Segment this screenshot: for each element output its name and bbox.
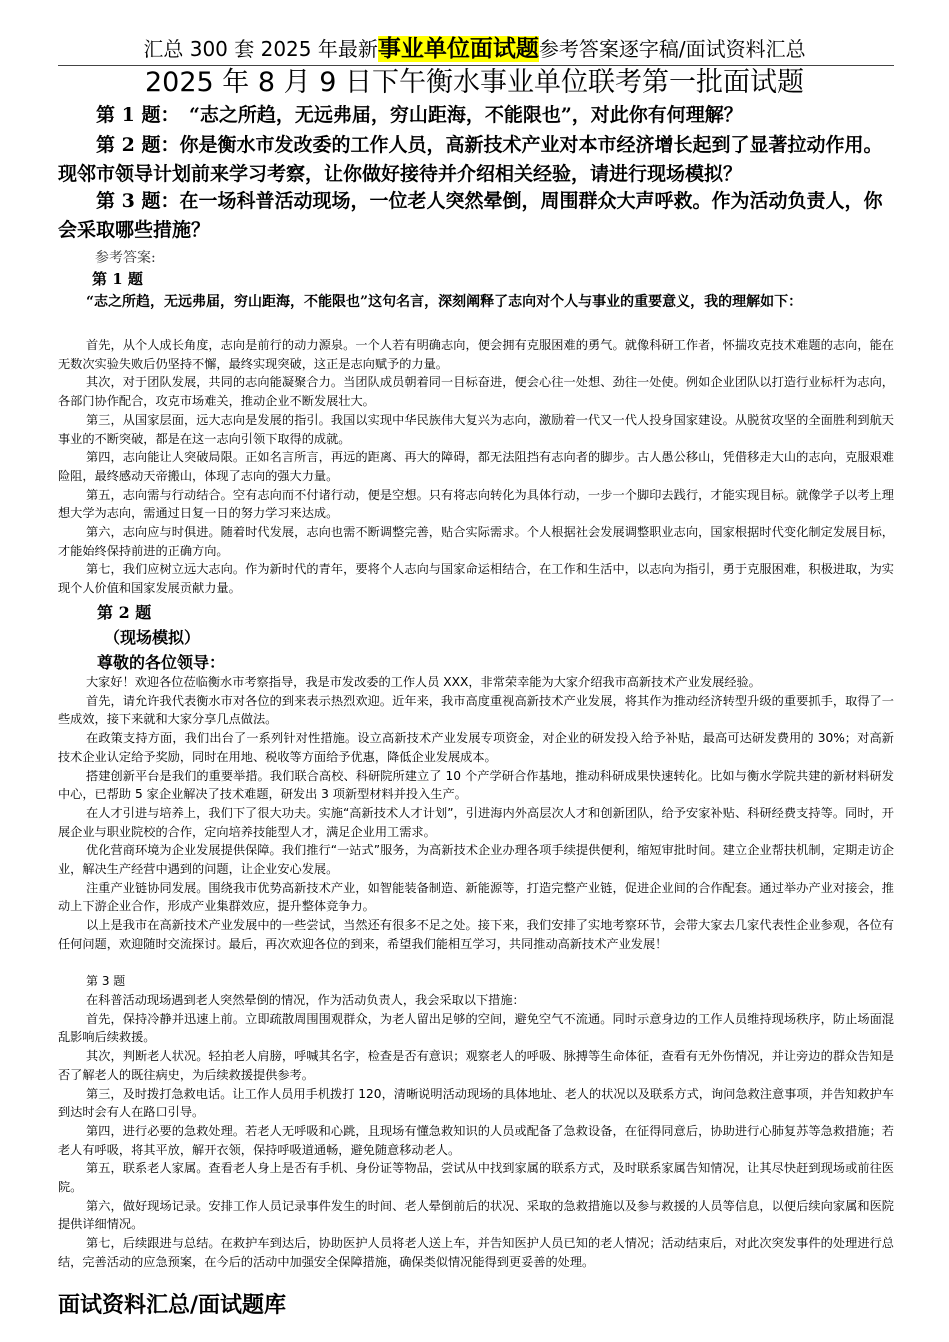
question-1: 第 1 题： “志之所趋，无远弗届，穷山距海，不能限也”，对此你有何理解？ [96,104,743,126]
answer-2-paragraph: 以上是我市在高新技术产业发展中的一些尝试，当然还有很多不足之处。接下来，我们安排了实地考察环节，会带大家去几家代表性企业参观，各位有任何问题，欢迎随时交流探讨。最后，再次欢迎各位的到来，希望我们能相互学习，共同推动高新技术产业发展！ [58,918,894,951]
footer-title: 面试资料汇总/面试题库 [58,1293,287,1318]
answer-2-paragraph: 优化营商环境为企业发展提供保障。我们推行“一站式”服务，为高新技术企业办理各项手续提供便利，缩短审批时间。建立企业帮扶机制，定期走访企业，解决生产经营中遇到的问题，让企业安心发展。 [58,843,894,877]
answer-2-subheading: （现场模拟） [104,628,201,647]
answer-3-intro: 在科普活动现场遇到老人突然晕倒的情况，作为活动负责人，我会采取以下措施： [86,993,525,1007]
answer-3-heading: 第 3 题 [86,974,126,988]
header-prefix: 汇总 300 套 2025 年最新 [143,37,378,61]
answer-2-heading: 第 2 题 [97,603,152,622]
answer-1-paragraph: 首先，从个人成长角度，志向是前行的动力源泉。一个人若有明确志向，便会拥有克服困难的勇气。就像科研工作者，怀揣攻克技术难题的志向，能在无数次实验失败后仍坚持不懈，最终实现突破，这正是志向赋予的力量。 [58,338,894,371]
answer-3-paragraph: 首先，保持冷静并迅速上前。立即疏散周围围观群众，为老人留出足够的空间，避免空气不流通。同时示意身边的工作人员维持现场秩序，防止场面混乱影响后续救援。 [58,1011,894,1045]
answer-1-paragraph: 第三，从国家层面，远大志向是发展的指引。我国以实现中华民族伟大复兴为志向，激励着一代又一代人投身国家建设。从脱贫攻坚的全面胜利到航天事业的不断突破，都是在这一志向引领下取得的成就。 [58,412,894,446]
answer-2-paragraph: 首先，请允许我代表衡水市对各位的到来表示热烈欢迎。近年来，我市高度重视高新技术产业发展，将其作为推动经济转型升级的重要抓手，取得了一些成效，接下来就和大家分享几点做法。 [58,693,894,727]
answer-3-paragraph: 第六，做好现场记录。安排工作人员记录事件发生的时间、老人晕倒前后的状况、采取的急救措施以及参与救援的人员等信息，以便后续向家属和医院提供详细情况。 [58,1198,894,1232]
answer-1-paragraph: 第六，志向应与时俱进。随着时代发展，志向也需不断调整完善，贴合实际需求。个人根据社会发展调整职业志向，国家根据时代变化制定发展目标，才能始终保持前进的正确方向。 [58,525,894,558]
answer-3-paragraph: 第四，进行必要的急救处理。若老人无呼吸和心跳，且现场有懂急救知识的人员或配备了急救设备，在征得同意后，协助进行心肺复苏等急救措施；若老人有呼吸，将其平放，解开衣领，保持呼吸道通畅，避免随意移动老人。 [58,1123,894,1157]
answers-label: 参考答案: [95,250,156,266]
answer-1-heading: 第 1 题 [92,270,143,288]
answer-3-paragraph: 第七，后续跟进与总结。在救护车到达后，协助医护人员将老人送上车，并告知医护人员已知的老人情况；活动结束后，对此次突发事件的处理进行总结，完善活动的应急预案，在今后的活动中加强安全保障措施，确保类似情况能得到更妥善的处理。 [58,1236,894,1269]
answer-2-paragraph: 注重产业链协同发展。围绕我市优势高新技术产业，如智能装备制造、新能源等，打造完整产业链，促进企业间的合作配套。通过举办产业对接会，推动上下游企业合作，形成产业集群效应，提升整体竞争力。 [58,880,894,914]
answer-3-paragraph: 第五，联系老人家属。查看老人身上是否有手机、身份证等物品，尝试从中找到家属的联系方式，及时联系家属告知情况，让其尽快赶到现场或前往医院。 [58,1161,894,1195]
answer-2-paragraph: 搭建创新平台是我们的重要举措。我们联合高校、科研院所建立了 10 个产学研合作基地，推动科研成果快速转化。比如与衡水学院共建的新材料研发中心，已帮助 5 家企业解决了技术难题，研发出 3 项新型材料并投入生产。 [58,768,894,802]
answer-2-paragraph: 大家好！欢迎各位莅临衡水市考察指导，我是市发改委的工作人员 XXX，非常荣幸能为大家介绍我市高新技术产业发展经验。 [86,675,761,689]
answer-1-paragraph: 第七，我们应树立远大志向。作为新时代的青年，要将个人志向与国家命运相结合，在工作和生活中，以志向为指引，勇于克服困难，积极进取，为实现个人价值和国家发展贡献力量。 [58,562,894,596]
answer-1-paragraph: 第四，志向能让人突破局限。正如名言所言，再远的距离、再大的障碍，都无法阻挡有志向者的脚步。古人愚公移山，凭借移走大山的志向，克服艰难险阻，最终感动天帝搬山，体现了志向的强大力量。 [58,450,894,483]
answer-1-body [58,336,894,598]
answer-3-paragraph: 其次，判断老人状况。轻拍老人肩膀，呼喊其名字，检查是否有意识；观察老人的呼吸、脉搏等生命体征，查看有无外伤情况，并让旁边的群众告知是否了解老人的既往病史，为后续救援提供参考。 [58,1049,894,1082]
answer-3-paragraph: 第三，及时拨打急救电话。让工作人员用手机拨打 120，清晰说明活动现场的具体地址、老人的状况以及联系方式，询问急救注意事项，并告知救护车到达时会有人在路口引导。 [58,1086,894,1120]
page-title: 2025 年 8 月 9 日下午衡水事业单位联考第一批面试题 [145,67,804,98]
answer-2-paragraph: 在人才引进与培养上，我们下了很大功夫。实施“高新技术人才计划”，引进海内外高层次人才和创新团队，给予安家补贴、科研经费支持等。同时，开展企业与职业院校的合作，定向培养技能型人才，满足企业用工需求。 [58,805,894,839]
header-suffix: 参考答案逐字稿/面试资料汇总 [538,37,806,61]
answer-1-paragraph: 其次，对于团队发展，共同的志向能凝聚合力。当团队成员朝着同一目标奋进，便会心往一处想、劲往一处使。例如企业团队以打造行业标杆为志向，各部门协作配合，攻克市场难关，推动企业不断发展壮大。 [58,375,894,409]
question-3: 第 3 题：在一场科普活动现场，一位老人突然晕倒，周围群众大声呼救。作为活动负责人，你会采取哪些措施？ [58,190,883,241]
answer-1-intro: “志之所趋，无远弗届，穷山距海，不能限也”这句名言，深刻阐释了志向对个人与事业的重要意义，我的理解如下： [86,294,803,310]
answer-3-body [58,991,894,1272]
answer-2-paragraph: 在政策支持方面，我们出台了一系列针对性措施。设立高新技术产业发展专项资金，对企业的研发投入给予补贴，最高可达研发费用的 30%；对高新技术企业认定给予奖励，同时在用地、税收等方面给予优惠，降低企业发展成本。 [58,731,894,764]
answer-2-body [58,673,894,954]
question-2: 第 2 题：你是衡水市发改委的工作人员，高新技术产业对本市经济增长起到了显著拉动作用。现邻市领导计划前来学习考察，让你做好接待并介绍相关经验，请进行现场模拟？ [58,134,883,185]
header-highlight: 事业单位面试题 [377,36,539,62]
page-header [0,30,949,63]
answer-1-paragraph: 第五，志向需与行动结合。空有志向而不付诸行动，便是空想。只有将志向转化为具体行动，一步一个脚印去践行，才能实现目标。就像学子以考上理想大学为志向，需通过日复一日的努力学习来达成。 [58,487,894,521]
answer-2-salutation: 尊敬的各位领导： [97,653,226,672]
